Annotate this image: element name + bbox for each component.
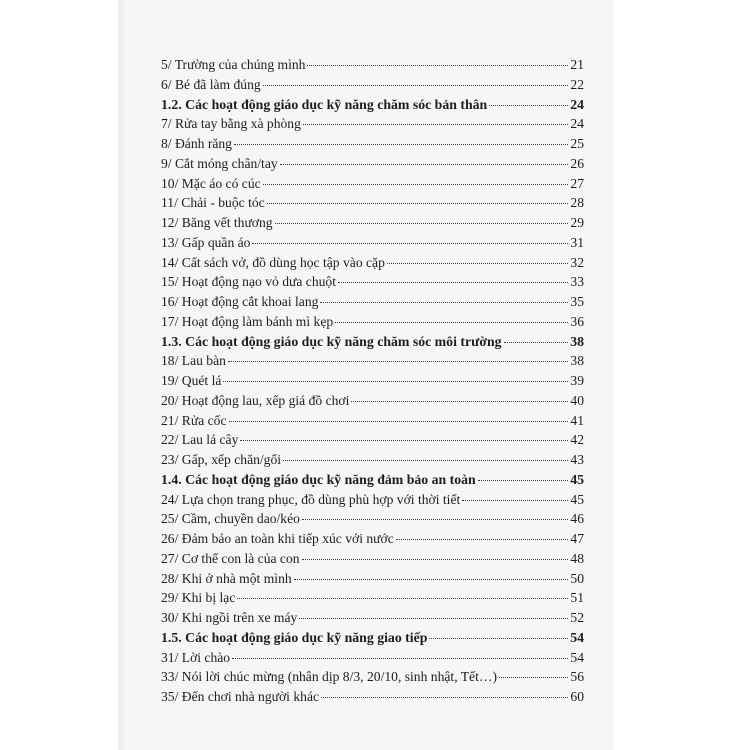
toc-page-number: 46 [570, 511, 584, 527]
toc-page-number: 22 [570, 76, 584, 92]
toc-entry [161, 134, 584, 154]
toc-page-number: 26 [570, 155, 584, 171]
dot-leader [232, 658, 568, 659]
dot-leader [429, 638, 568, 639]
toc-entry-title: 13/ Gấp quần áo [161, 234, 251, 250]
toc-entry [161, 233, 584, 253]
toc-entry [161, 351, 584, 371]
toc-entry [161, 608, 584, 628]
toc-entry-title: 1.3. Các hoạt động giáo dục kỹ năng chăm sóc môi trường [161, 333, 502, 349]
dot-leader [321, 697, 568, 698]
book-page [119, 0, 613, 750]
toc-entry [161, 253, 584, 273]
toc-page-number: 50 [570, 570, 584, 586]
toc-page-number: 21 [570, 57, 584, 72]
dot-leader [275, 223, 569, 224]
toc-page-number: 45 [570, 491, 584, 507]
toc-entry-title: 31/ Lời chào [161, 649, 231, 665]
toc-entry [161, 588, 584, 608]
dot-leader [335, 322, 568, 323]
toc-page-number: 28 [570, 195, 584, 211]
toc-page-number: 52 [570, 610, 584, 625]
toc-page-number: 51 [570, 590, 584, 606]
toc-entry [161, 509, 584, 529]
toc-entry [161, 75, 584, 95]
toc-entry [161, 213, 584, 233]
toc-page-number: 29 [570, 215, 584, 230]
toc-entry [161, 193, 584, 213]
toc-page-number: 31 [570, 234, 584, 250]
toc-page-number: 60 [570, 689, 584, 704]
toc-entry-title: 22/ Lau lá cây [161, 432, 239, 448]
dot-leader [263, 85, 569, 86]
toc-page-number: 38 [570, 333, 584, 349]
toc-entry [161, 648, 584, 668]
toc-entry-title: 11/ Chải - buộc tóc [161, 195, 265, 211]
dot-leader [240, 440, 568, 441]
toc-entry [161, 292, 584, 312]
toc-section-heading [161, 332, 584, 352]
dot-leader [299, 618, 568, 619]
toc-entry-title: 29/ Khi bị lạc [161, 590, 236, 606]
toc-page-number: 38 [570, 353, 584, 369]
toc-page-number: 43 [570, 452, 584, 467]
toc-page-number: 24 [570, 96, 584, 112]
toc-page-number: 35 [570, 294, 584, 309]
toc-page-number: 42 [570, 432, 584, 448]
toc-entry [161, 549, 584, 569]
dot-leader [320, 302, 568, 303]
toc-entry-title: 9/ Cắt móng chân/tay [161, 155, 278, 171]
toc-entry-title: 27/ Cơ thể con là của con [161, 550, 300, 566]
dot-leader [307, 65, 568, 66]
table-of-contents [161, 55, 584, 707]
toc-entry-title: 6/ Bé đã làm đúng [161, 76, 261, 92]
toc-page-number: 33 [570, 274, 584, 290]
toc-page-number: 40 [570, 392, 584, 408]
toc-page-number: 54 [570, 649, 584, 665]
toc-page-number: 32 [570, 254, 584, 270]
toc-page-number: 39 [570, 373, 584, 388]
toc-entry-title: 25/ Cầm, chuyền dao/kéo [161, 511, 300, 527]
dot-leader [338, 282, 568, 283]
toc-entry [161, 667, 584, 687]
toc-entry [161, 312, 584, 332]
dot-leader [234, 144, 568, 145]
toc-page-number: 47 [570, 531, 584, 546]
dot-leader [294, 579, 569, 580]
dot-leader [283, 460, 568, 461]
toc-page-number: 27 [570, 175, 584, 191]
toc-entry [161, 154, 584, 174]
toc-entry [161, 569, 584, 589]
toc-page-number: 56 [570, 669, 584, 685]
toc-entry-title: 15/ Hoạt động nạo vỏ dưa chuột [161, 274, 336, 290]
dot-leader [223, 381, 568, 382]
toc-entry-title: 33/ Nói lời chúc mừng (nhân dịp 8/3, 20/10, sinh nhật, Tết…) [161, 669, 497, 685]
dot-leader [504, 342, 569, 343]
toc-entry [161, 450, 584, 470]
toc-entry-title: 19/ Quét lá [161, 373, 222, 388]
dot-leader [489, 105, 568, 106]
toc-entry-title: 26/ Đảm bảo an toàn khi tiếp xúc với nước [161, 531, 394, 546]
toc-entry-title: 8/ Đánh răng [161, 136, 232, 151]
toc-entry [161, 411, 584, 431]
toc-entry-title: 21/ Rửa cốc [161, 412, 227, 428]
toc-entry-title: 30/ Khi ngồi trên xe máy [161, 610, 298, 625]
toc-entry [161, 391, 584, 411]
dot-leader [267, 203, 569, 204]
toc-page-number: 24 [570, 116, 584, 132]
dot-leader [478, 480, 568, 481]
toc-entry-title: 1.4. Các hoạt động giáo dục kỹ năng đảm bảo an toàn [161, 471, 476, 487]
toc-entry [161, 371, 584, 391]
dot-leader [237, 598, 568, 599]
toc-entry-title: 28/ Khi ở nhà một mình [161, 570, 292, 586]
toc-entry-title: 5/ Trường của chúng mình [161, 57, 306, 72]
toc-page-number: 48 [570, 550, 584, 566]
toc-entry [161, 272, 584, 292]
toc-entry-title: 35/ Đến chơi nhà người khác [161, 689, 320, 704]
toc-entry-title: 18/ Lau bàn [161, 353, 226, 369]
toc-page-number: 25 [570, 136, 584, 151]
toc-entry-title: 10/ Mặc áo có cúc [161, 175, 261, 191]
toc-page-number: 41 [570, 412, 584, 428]
dot-leader [387, 263, 569, 264]
dot-leader [228, 361, 568, 362]
dot-leader [396, 539, 569, 540]
toc-entry [161, 114, 584, 134]
dot-leader [263, 184, 569, 185]
toc-section-heading [161, 95, 584, 115]
dot-leader [302, 559, 569, 560]
toc-entry-title: 20/ Hoạt động lau, xếp giá đồ chơi [161, 392, 350, 408]
dot-leader [280, 164, 569, 165]
dot-leader [499, 677, 568, 678]
toc-entry-title: 1.5. Các hoạt động giáo dục kỹ năng giao tiếp [161, 629, 428, 645]
dot-leader [302, 519, 568, 520]
dot-leader [252, 243, 568, 244]
toc-entry-title: 12/ Băng vết thương [161, 215, 273, 230]
toc-entry-title: 17/ Hoạt động làm bánh mì kẹp [161, 313, 334, 329]
dot-leader [462, 500, 568, 501]
toc-entry [161, 490, 584, 510]
dot-leader [229, 421, 569, 422]
toc-page-number: 54 [570, 629, 584, 645]
toc-entry-title: 23/ Gấp, xếp chăn/gối [161, 452, 282, 467]
toc-entry-title: 24/ Lựa chọn trang phục, đồ dùng phù hợp với thời tiết [161, 491, 461, 507]
toc-entry-title: 14/ Cất sách vở, đồ dùng học tập vào cặp [161, 254, 385, 270]
dot-leader [303, 124, 569, 125]
dot-leader [351, 401, 568, 402]
toc-entry [161, 55, 584, 75]
toc-section-heading [161, 470, 584, 490]
toc-entry-title: 1.2. Các hoạt động giáo dục kỹ năng chăm sóc bản thân [161, 96, 488, 112]
toc-page-number: 45 [570, 471, 584, 487]
toc-entry [161, 529, 584, 549]
toc-section-heading [161, 628, 584, 648]
toc-entry [161, 430, 584, 450]
toc-entry [161, 687, 584, 707]
toc-entry-title: 16/ Hoạt động cắt khoai lang [161, 294, 319, 309]
toc-page-number: 36 [570, 313, 584, 329]
toc-entry [161, 174, 584, 194]
toc-entry-title: 7/ Rửa tay bằng xà phòng [161, 116, 301, 132]
